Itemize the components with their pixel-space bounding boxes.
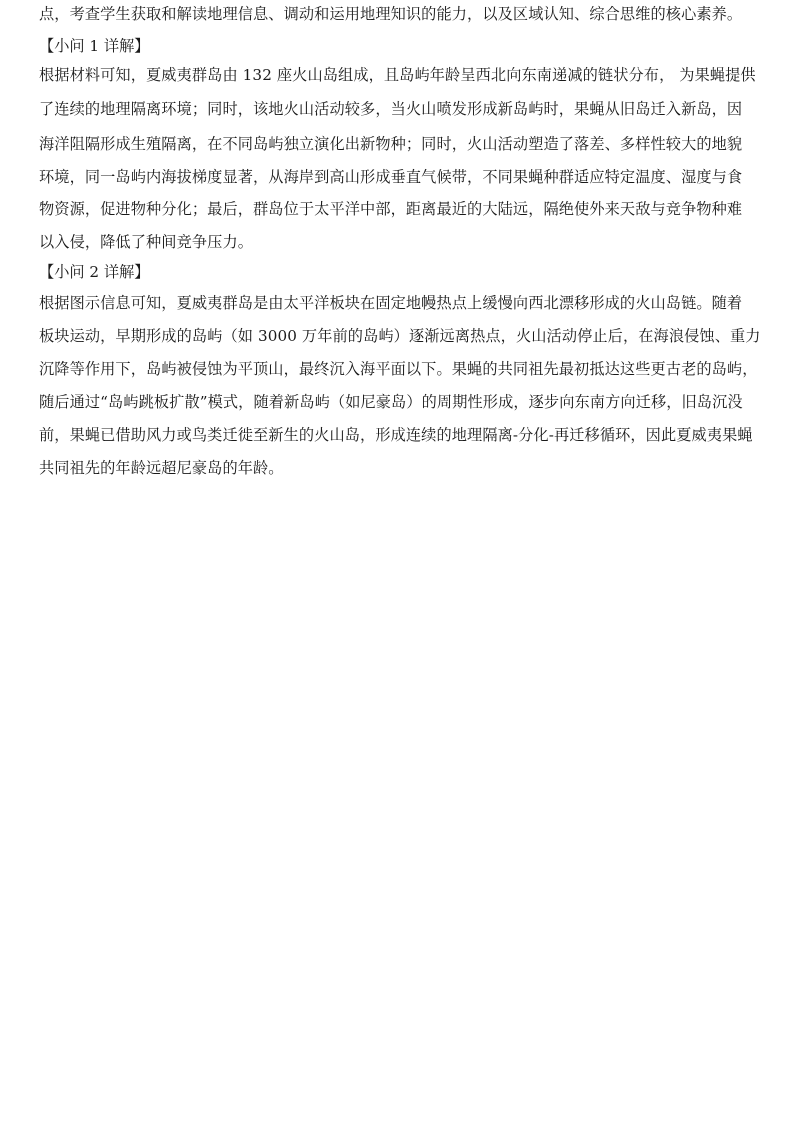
section-1-line: 以入侵，降低了种间竞争压力。 <box>39 233 254 251</box>
section-1-line: 物资源，促进物种分化；最后，群岛位于太平洋中部，距离最近的大陆远，隔绝使外来天敌与竞争物种难 <box>39 200 743 218</box>
section-1-line: 海洋阻隔形成生殖隔离，在不同岛屿独立演化出新物种；同时，火山活动塑造了落差、多样性较大的地貌 <box>39 135 743 153</box>
section-1-line: 根据材料可知，夏威夷群岛由 132 座火山岛组成，且岛屿年龄呈西北向东南递减的链状分布， 为果蝇提供 <box>39 66 756 84</box>
intro-paragraph-line: 点，考查学生获取和解读地理信息、调动和运用地理知识的能力，以及区域认知、综合思维的核心素养。 <box>39 5 743 23</box>
section-1-line: 环境，同一岛屿内海拔梯度显著，从海岸到高山形成垂直气候带，不同果蝇种群适应特定温度、湿度与食 <box>39 168 743 186</box>
section-2-line: 沉降等作用下，岛屿被侵蚀为平顶山，最终沉入海平面以下。果蝇的共同祖先最初抵达这些更古老的岛屿， <box>39 360 758 378</box>
section-2-line: 共同祖先的年龄远超尼豪岛的年龄。 <box>39 459 284 477</box>
section-2-line: 前，果蝇已借助风力或鸟类迁徙至新生的火山岛，形成连续的地理隔离-分化-再迁移循环，因此夏威夷果蝇 <box>39 426 753 444</box>
section-2-line: 随后通过“岛屿跳板扩散”模式，随着新岛屿（如尼豪岛）的周期性形成，逐步向东南方向迁移，旧岛沉没 <box>39 393 743 411</box>
section-1-line: 了连续的地理隔离环境；同时，该地火山活动较多，当火山喷发形成新岛屿时，果蝇从旧岛迁入新岛，因 <box>39 100 743 118</box>
section-1-heading: 【小问 1 详解】 <box>39 37 150 55</box>
section-2-line: 根据图示信息可知，夏威夷群岛是由太平洋板块在固定地幔热点上缓慢向西北漂移形成的火山岛链。随着 <box>39 294 743 312</box>
section-2-heading: 【小问 2 详解】 <box>39 263 150 281</box>
section-2-line: 板块运动，早期形成的岛屿（如 3000 万年前的岛屿）逐渐远离热点，火山活动停止后，在海浪侵蚀、重力 <box>39 327 761 345</box>
